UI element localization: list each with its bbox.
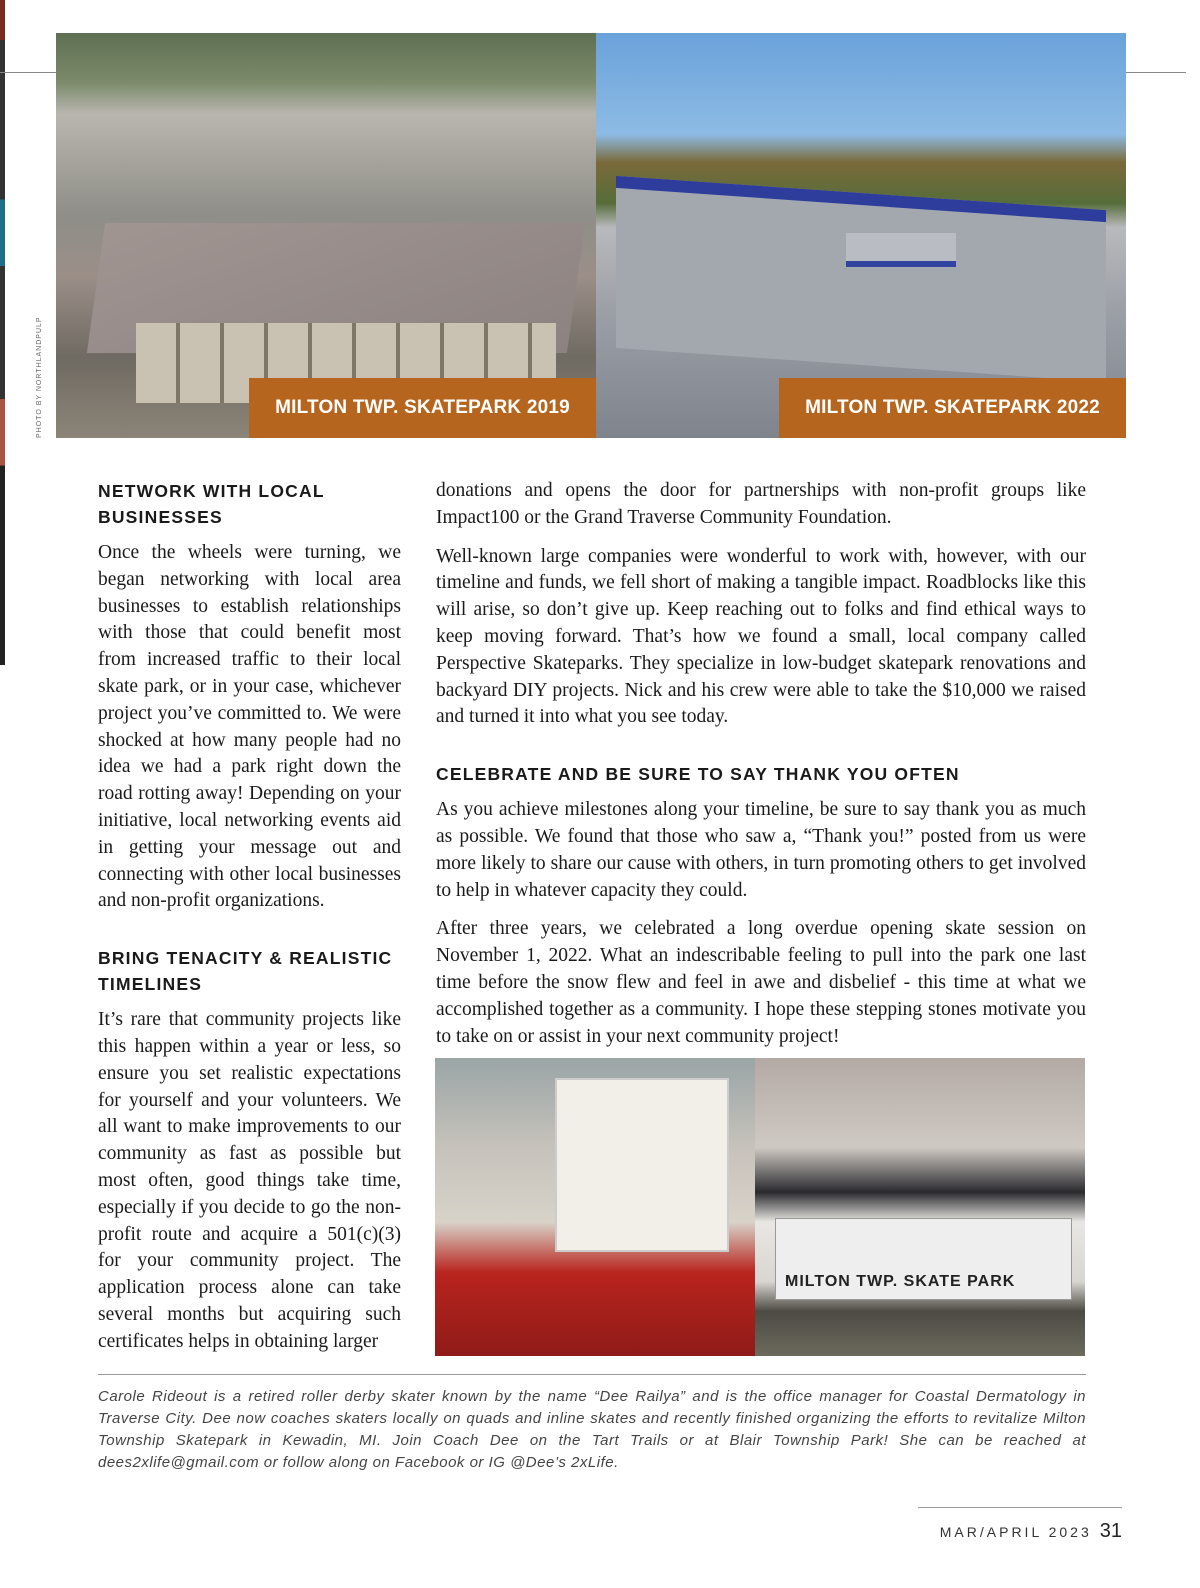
paragraph-opening: After three years, we celebrated a long overdue opening skate session on November 1, 2022. What an indescribable feeling to pull into the park one last time before the snow flew and feel in awe and disbelief - this time at what we accomplished together as a community. I hope these stepping stones motivate you to take on or assist in your next community project! [436,918,1086,1047]
page-edge-decoration [0,0,5,665]
display-board-shape [555,1078,729,1252]
caption-2022: MILTON TWP. SKATEPARK 2022 [779,378,1126,438]
issue-label: MAR/APRIL 2023 [939,1524,1092,1540]
paragraph-thank-you: As you achieve milestones along your timeline, be sure to say thank you as much as possible. We found that those who saw a, “Thank you!” posted from us were more likely to share our cause with others, in turn promoting others to get involved to help in whatever capacity they could. [436,799,1086,901]
photo-credit: PHOTO BY NORTHLANDPULP [36,316,43,438]
fundraiser-booth-photo [435,1058,755,1356]
paragraph-donations: donations and opens the door for partnerships with non-profit groups like Impact100 or the Grand Traverse Community Foundation. [436,480,1086,528]
bio-divider [98,1374,1086,1375]
page-footer [940,1520,1122,1543]
caption-2019: MILTON TWP. SKATEPARK 2019 [249,378,596,438]
top-rule-right [1126,72,1186,73]
left-column [98,478,401,1368]
event-table-photo [755,1058,1085,1356]
heading-tenacity: BRING TENACITY & REALISTIC TIMELINES [98,948,393,995]
page-number: 31 [1099,1520,1122,1542]
heading-network: NETWORK WITH LOCAL BUSINESSES [98,481,325,527]
banner-text: MILTON TWP. SKATE PARK [785,1273,1016,1290]
paragraph-network: Once the wheels were turning, we began networking with local area businesses to establish relationships with those that could benefit most from increased traffic to their local skate park, or in your case, whichever project you’ve committed to. We were shocked at how many people had no idea we had a park right down the road rotting away! Depending on your initiative, local networking events aid in getting your message out and connecting with other local businesses and non-profit organizations. [98,542,401,912]
right-column [436,478,1086,1062]
paragraph-tenacity: It’s rare that community projects like this happen within a year or less, so ensure you set realistic expectations for yourself and your volunteers. We all want to make improvements to our community as fast as possible but most often, good things take time, especially if you decide to go the non-profit route and acquire a 501(c)(3) for your community project. The application process alone can take several months but acquiring such certificates helps in obtaining larger [98,1009,401,1352]
skate-box-shape [846,233,956,267]
top-rule-left [0,72,56,73]
footer-rule [918,1507,1122,1508]
paragraph-companies: Well-known large companies were wonderful to work with, however, with our timeline and funds, we fell short of making a tangible impact. Roadblocks like this will arise, so don’t give up. Keep reaching out to folks and find ethical ways to keep moving forward. That’s how we found a small, local company called Perspective Skateparks. They specialize in low-budget skatepark renovations and backyard DIY projects. Nick and his crew were able to take the $10,000 we raised and turned it into what you see today. [436,545,1086,728]
skate-bowl-shape [616,176,1106,382]
author-bio: Carole Rideout is a retired roller derby skater known by the name “Dee Railya” and is the office manager for Coastal Dermatology in Traverse City. Dee now coaches skaters locally on quads and inline skates and recently finished organizing the efforts to revitalize Milton Township Skatepark in Kewadin, MI. Join Coach Dee on the Tart Trails or at Blair Township Park! She can be reached at dees2xlife@gmail.com or follow along on Facebook or IG @Dee’s 2xLife. [98,1388,1086,1471]
heading-celebrate: CELEBRATE AND BE SURE TO SAY THANK YOU OFTEN [436,764,960,785]
